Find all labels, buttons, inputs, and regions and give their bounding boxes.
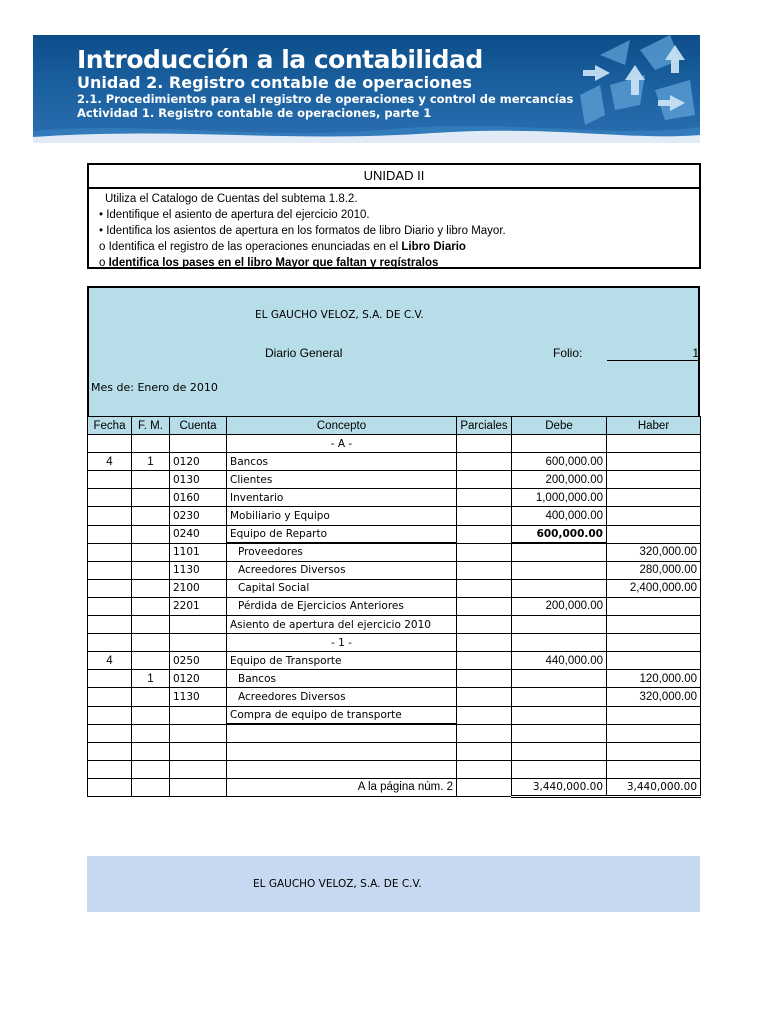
table-cell bbox=[170, 634, 227, 652]
table-cell bbox=[607, 616, 701, 634]
total-cell: 3,440,000.00 bbox=[607, 778, 701, 796]
table-cell bbox=[457, 525, 512, 543]
table-cell bbox=[457, 760, 512, 778]
table-cell bbox=[88, 616, 132, 634]
table-cell bbox=[512, 688, 607, 706]
table-row bbox=[88, 561, 701, 579]
waves-decoration-icon bbox=[33, 121, 700, 143]
table-cell bbox=[607, 435, 701, 453]
table-cell bbox=[457, 634, 512, 652]
instructions-box bbox=[87, 163, 701, 269]
journal-sheet bbox=[87, 286, 700, 798]
table-cell bbox=[512, 543, 607, 561]
total-cell: 3,440,000.00 bbox=[512, 778, 607, 796]
table-cell bbox=[88, 471, 132, 489]
table-cell: 440,000.00 bbox=[512, 652, 607, 670]
table-cell: 320,000.00 bbox=[607, 543, 701, 561]
table-cell bbox=[132, 435, 170, 453]
table-row bbox=[88, 670, 701, 688]
table-cell: 2,400,000.00 bbox=[607, 579, 701, 597]
table-cell: Clientes bbox=[227, 471, 457, 489]
table-cell: Acreedores Diversos bbox=[227, 561, 457, 579]
table-cell: Proveedores bbox=[227, 543, 457, 561]
unit-title: Unidad 2. Registro contable de operaciones bbox=[77, 73, 472, 92]
table-row bbox=[88, 579, 701, 597]
table-cell bbox=[170, 760, 227, 778]
table-cell bbox=[132, 471, 170, 489]
table-cell bbox=[132, 652, 170, 670]
instruction-line: • Identifique el asiento de apertura del ejercicio 2010. bbox=[99, 209, 370, 221]
table-cell bbox=[170, 435, 227, 453]
table-cell bbox=[132, 579, 170, 597]
folio-label: Folio: bbox=[553, 346, 583, 360]
table-cell: 200,000.00 bbox=[512, 471, 607, 489]
instruction-bold-text: Identifica los pases en el libro Mayor que faltan y regístralos bbox=[108, 257, 439, 269]
table-cell bbox=[457, 652, 512, 670]
table-cell bbox=[227, 742, 457, 760]
table-row bbox=[88, 489, 701, 507]
table-cell bbox=[170, 742, 227, 760]
table-cell bbox=[88, 706, 132, 724]
table-row bbox=[88, 688, 701, 706]
table-cell bbox=[88, 670, 132, 688]
company-name: EL GAUCHO VELOZ, S.A. DE C.V. bbox=[253, 878, 422, 890]
column-header: Concepto bbox=[227, 417, 457, 435]
table-cell: Bancos bbox=[227, 453, 457, 471]
table-cell bbox=[607, 724, 701, 742]
table-cell bbox=[457, 471, 512, 489]
table-row bbox=[88, 471, 701, 489]
table-cell bbox=[170, 778, 227, 796]
course-banner bbox=[33, 35, 700, 143]
table-cell bbox=[88, 525, 132, 543]
column-header: Cuenta bbox=[170, 417, 227, 435]
table-cell bbox=[457, 670, 512, 688]
table-cell bbox=[512, 760, 607, 778]
table-cell: 0250 bbox=[170, 652, 227, 670]
table-cell: - A - bbox=[227, 435, 457, 453]
journal-rows bbox=[88, 435, 701, 797]
table-cell: Acreedores Diversos bbox=[227, 688, 457, 706]
table-cell: 2201 bbox=[170, 597, 227, 615]
table-cell: - 1 - bbox=[227, 634, 457, 652]
table-cell bbox=[457, 507, 512, 525]
table-cell bbox=[607, 507, 701, 525]
table-cell bbox=[512, 435, 607, 453]
table-cell bbox=[132, 543, 170, 561]
table-cell bbox=[457, 543, 512, 561]
course-title: Introducción a la contabilidad bbox=[77, 45, 483, 74]
column-header: Fecha bbox=[88, 417, 132, 435]
section-title: 2.1. Procedimientos para el registro de operaciones y control de mercancías bbox=[77, 92, 574, 106]
table-cell bbox=[457, 453, 512, 471]
table-cell bbox=[607, 525, 701, 543]
table-cell: 2100 bbox=[170, 579, 227, 597]
column-header: F. M. bbox=[132, 417, 170, 435]
table-cell: 1101 bbox=[170, 543, 227, 561]
table-cell bbox=[88, 435, 132, 453]
instruction-text: o Identifica el registro de las operaciones enunciadas en el bbox=[99, 241, 402, 253]
table-cell: Asiento de apertura del ejercicio 2010 bbox=[227, 616, 457, 634]
instruction-bold-text: Libro Diario bbox=[401, 241, 466, 253]
table-cell: Capital Social bbox=[227, 579, 457, 597]
table-row bbox=[88, 435, 701, 453]
instruction-line bbox=[99, 239, 699, 255]
instruction-line bbox=[99, 255, 699, 271]
table-cell bbox=[132, 616, 170, 634]
table-cell: 400,000.00 bbox=[512, 507, 607, 525]
journal-table bbox=[87, 416, 701, 798]
folio-value: 1 bbox=[607, 346, 699, 361]
instruction-line: Utiliza el Catalogo de Cuentas del subtema 1.8.2. bbox=[105, 193, 358, 205]
table-cell bbox=[132, 634, 170, 652]
total-cell: A la página núm. 2 bbox=[227, 778, 457, 796]
table-cell bbox=[132, 688, 170, 706]
table-cell: 120,000.00 bbox=[607, 670, 701, 688]
table-row bbox=[88, 525, 701, 543]
table-cell: Compra de equipo de transporte bbox=[227, 706, 457, 724]
column-header: Haber bbox=[607, 417, 701, 435]
activity-title: Actividad 1. Registro contable de operaciones, parte 1 bbox=[77, 106, 432, 120]
table-cell: 1130 bbox=[170, 561, 227, 579]
table-cell bbox=[512, 616, 607, 634]
table-cell bbox=[457, 616, 512, 634]
table-cell bbox=[88, 742, 132, 760]
table-cell bbox=[512, 579, 607, 597]
table-cell: 1 bbox=[132, 670, 170, 688]
table-cell bbox=[88, 634, 132, 652]
table-cell: 4 bbox=[88, 652, 132, 670]
table-cell bbox=[457, 435, 512, 453]
table-cell bbox=[607, 489, 701, 507]
table-cell bbox=[88, 724, 132, 742]
table-cell bbox=[607, 634, 701, 652]
table-cell bbox=[170, 616, 227, 634]
instructions-list bbox=[89, 189, 699, 271]
instructions-heading: UNIDAD II bbox=[89, 165, 699, 189]
table-row bbox=[88, 597, 701, 615]
table-cell: 4 bbox=[88, 453, 132, 471]
table-cell: 280,000.00 bbox=[607, 561, 701, 579]
table-cell bbox=[512, 742, 607, 760]
table-cell bbox=[88, 507, 132, 525]
table-row bbox=[88, 616, 701, 634]
table-cell: Equipo de Reparto bbox=[227, 525, 457, 543]
table-cell: 0240 bbox=[170, 525, 227, 543]
table-cell bbox=[88, 688, 132, 706]
table-row bbox=[88, 724, 701, 742]
table-cell bbox=[170, 724, 227, 742]
table-cell bbox=[132, 724, 170, 742]
table-cell bbox=[607, 471, 701, 489]
table-cell bbox=[227, 724, 457, 742]
table-cell bbox=[512, 706, 607, 724]
table-cell bbox=[607, 742, 701, 760]
table-row bbox=[88, 543, 701, 561]
table-cell bbox=[88, 579, 132, 597]
table-cell bbox=[88, 543, 132, 561]
table-cell bbox=[457, 706, 512, 724]
table-cell bbox=[132, 507, 170, 525]
table-cell bbox=[457, 579, 512, 597]
table-cell bbox=[88, 597, 132, 615]
table-cell bbox=[132, 597, 170, 615]
instruction-line: • Identifica los asientos de apertura en los formatos de libro Diario y libro Mayor. bbox=[99, 225, 506, 237]
table-cell bbox=[88, 561, 132, 579]
table-cell bbox=[132, 778, 170, 796]
table-cell bbox=[457, 742, 512, 760]
table-row bbox=[88, 634, 701, 652]
month-label: Mes de: Enero de 2010 bbox=[91, 381, 218, 394]
table-cell bbox=[132, 561, 170, 579]
table-cell bbox=[88, 489, 132, 507]
table-cell: 1,000,000.00 bbox=[512, 489, 607, 507]
table-cell bbox=[512, 561, 607, 579]
column-header: Parciales bbox=[457, 417, 512, 435]
table-cell bbox=[607, 597, 701, 615]
instruction-text: o bbox=[99, 257, 109, 269]
table-cell: 0120 bbox=[170, 453, 227, 471]
table-cell bbox=[607, 706, 701, 724]
table-cell bbox=[457, 489, 512, 507]
table-cell: 200,000.00 bbox=[512, 597, 607, 615]
table-cell bbox=[457, 724, 512, 742]
table-cell: 0230 bbox=[170, 507, 227, 525]
table-cell: 1 bbox=[132, 453, 170, 471]
table-cell bbox=[607, 760, 701, 778]
table-cell bbox=[607, 453, 701, 471]
table-cell: Pérdida de Ejercicios Anteriores bbox=[227, 597, 457, 615]
table-cell: 0120 bbox=[170, 670, 227, 688]
table-cell bbox=[88, 760, 132, 778]
table-cell bbox=[132, 760, 170, 778]
table-row bbox=[88, 760, 701, 778]
table-cell bbox=[170, 706, 227, 724]
table-cell: 0160 bbox=[170, 489, 227, 507]
table-row bbox=[88, 706, 701, 724]
table-cell bbox=[512, 634, 607, 652]
table-cell bbox=[607, 652, 701, 670]
table-cell bbox=[457, 597, 512, 615]
table-cell bbox=[132, 742, 170, 760]
table-cell bbox=[227, 760, 457, 778]
table-cell bbox=[88, 778, 132, 796]
column-header: Debe bbox=[512, 417, 607, 435]
table-cell bbox=[457, 778, 512, 796]
table-cell: 320,000.00 bbox=[607, 688, 701, 706]
table-cell bbox=[132, 706, 170, 724]
table-row bbox=[88, 742, 701, 760]
table-row bbox=[88, 652, 701, 670]
table-row bbox=[88, 453, 701, 471]
table-cell bbox=[512, 670, 607, 688]
table-cell bbox=[457, 561, 512, 579]
journal-header bbox=[87, 286, 700, 416]
table-cell: Mobiliario y Equipo bbox=[227, 507, 457, 525]
table-cell: 1130 bbox=[170, 688, 227, 706]
table-cell: Equipo de Transporte bbox=[227, 652, 457, 670]
table-cell: 600,000.00 bbox=[512, 525, 607, 543]
table-cell bbox=[132, 525, 170, 543]
table-cell: 0130 bbox=[170, 471, 227, 489]
total-row bbox=[88, 778, 701, 796]
table-cell: Bancos bbox=[227, 670, 457, 688]
second-journal-header bbox=[87, 856, 700, 912]
table-cell bbox=[132, 489, 170, 507]
table-cell bbox=[512, 724, 607, 742]
table-cell: Inventario bbox=[227, 489, 457, 507]
table-cell bbox=[457, 688, 512, 706]
journal-column-headers bbox=[88, 417, 701, 435]
journal-title: Diario General bbox=[265, 346, 343, 360]
table-cell: 600,000.00 bbox=[512, 453, 607, 471]
company-name: EL GAUCHO VELOZ, S.A. DE C.V. bbox=[255, 309, 424, 321]
table-row bbox=[88, 507, 701, 525]
